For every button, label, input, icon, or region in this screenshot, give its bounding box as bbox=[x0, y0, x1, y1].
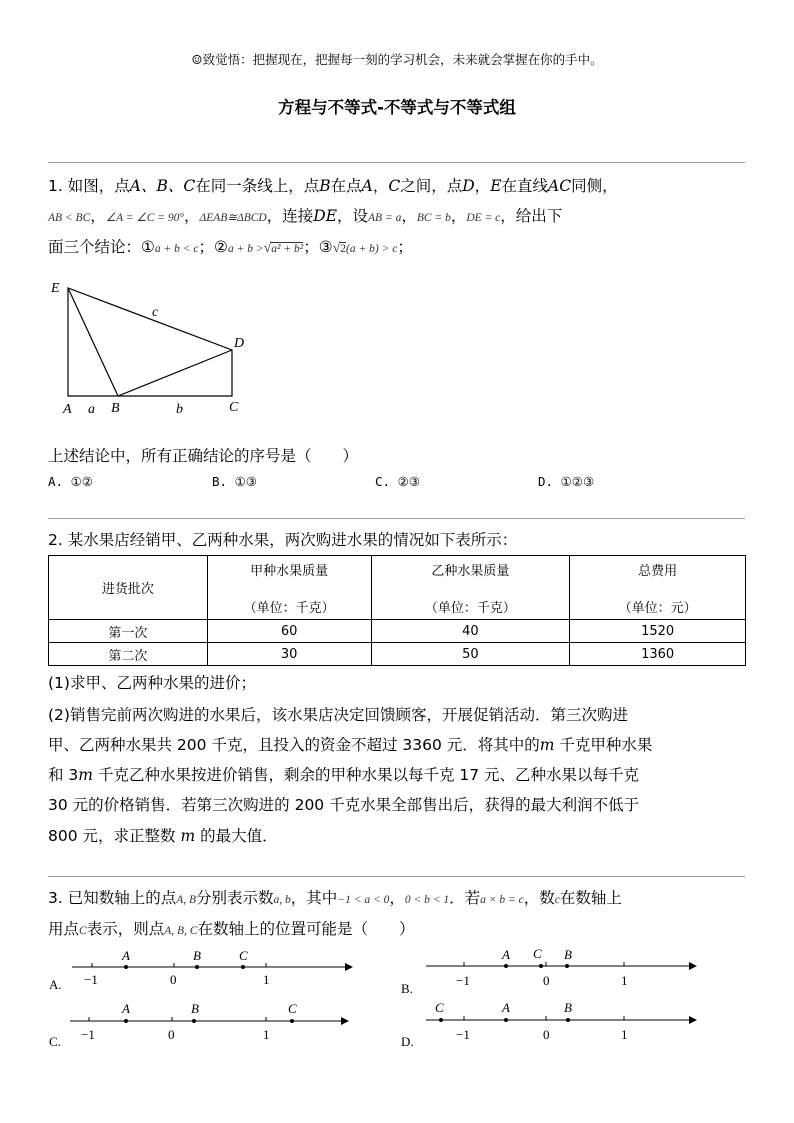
page-title: 方程与不等式-不等式与不等式组 bbox=[278, 98, 516, 117]
q1-line-1: 1. 如图，点A、B、C在同一条线上，点B在点A，C之间，点D，E在直线AC同侧， bbox=[48, 177, 618, 195]
q1-stem: 上述结论中，所有正确结论的序号是（ ） bbox=[48, 447, 359, 465]
pt-label: B bbox=[193, 948, 201, 963]
point-a bbox=[504, 1018, 508, 1022]
label-b: b bbox=[176, 402, 183, 417]
q1-line-2: AB < BC，∠A = ∠C = 90°，ΔEAB≅ΔBCD，连接DE，设AB = a，BC = b，DE = c，给出下 bbox=[48, 207, 563, 225]
option-label-c[interactable]: C. bbox=[49, 1034, 61, 1049]
q2-part-2-line-5: 800 元，求正整数 m 的最大值． bbox=[48, 827, 278, 845]
table-header-cell: 进货批次 bbox=[49, 556, 208, 620]
tick-label: 0 bbox=[168, 1027, 175, 1042]
q2-part-2-line-4: 30 元的价格销售．若第三次购进的 200 千克水果全部售出后，获得的最大利润不低于 bbox=[48, 796, 640, 814]
pt-label: B bbox=[564, 947, 572, 962]
tick-label: 0 bbox=[170, 972, 177, 987]
point-c bbox=[539, 964, 543, 968]
pt-label: A bbox=[122, 948, 130, 963]
segment-BD bbox=[118, 350, 232, 396]
q1-option-c[interactable]: C. ②③ bbox=[375, 474, 420, 489]
point-b bbox=[195, 965, 199, 969]
label-A: A bbox=[63, 402, 72, 417]
q1-option-a[interactable]: A. ①② bbox=[48, 474, 93, 489]
point-c bbox=[241, 965, 245, 969]
option-label-d[interactable]: D. bbox=[401, 1034, 414, 1049]
pt-label: C bbox=[533, 946, 542, 961]
table-cell: 60 bbox=[207, 620, 371, 643]
label-c: c bbox=[152, 305, 159, 320]
label-D: D bbox=[234, 336, 245, 351]
table-cell: 30 bbox=[207, 643, 371, 666]
label-B: B bbox=[111, 401, 120, 416]
pt-label: B bbox=[191, 1001, 199, 1016]
table-cell: 1360 bbox=[570, 643, 746, 666]
table-cell: 40 bbox=[371, 620, 570, 643]
pt-label: A bbox=[502, 1000, 510, 1015]
point-a bbox=[124, 965, 128, 969]
q3-number-lines bbox=[44, 942, 750, 1057]
table-header-cell: 乙种水果质量 （单位：千克） bbox=[371, 556, 570, 620]
label-a: a bbox=[88, 402, 95, 417]
table-row bbox=[49, 643, 746, 666]
pt-label: B bbox=[564, 1000, 572, 1015]
q3-line-1: 3. 已知数轴上的点A, B分别表示数a, b，其中−1 < a < 0，0 < b < 1．若a × b = c，数c在数轴上 bbox=[48, 889, 622, 907]
table-cell: 50 bbox=[371, 643, 570, 666]
tick-label: −1 bbox=[456, 1027, 470, 1042]
tick-label: 0 bbox=[543, 1027, 550, 1042]
q1-option-d[interactable]: D. ①②③ bbox=[538, 474, 595, 489]
table-row bbox=[49, 620, 746, 643]
table-header-row bbox=[49, 556, 746, 620]
point-a bbox=[124, 1019, 128, 1023]
pt-label: C bbox=[288, 1001, 297, 1016]
tick-label: 1 bbox=[263, 1027, 270, 1042]
fruit-table bbox=[48, 555, 746, 666]
table-header-cell: 总费用 （单位：元） bbox=[570, 556, 746, 620]
tick-label: 1 bbox=[263, 972, 270, 987]
tick-label: 0 bbox=[543, 973, 550, 988]
divider bbox=[48, 876, 745, 877]
q2-part-1: (1)求甲、乙两种水果的进价； bbox=[48, 674, 256, 692]
motto: ☺致觉悟：把握现在，把握每一刻的学习机会，未来就会掌握在你的手中。 bbox=[191, 52, 603, 67]
q3-line-2: 用点C表示，则点A, B, C在数轴上的位置可能是（ ） bbox=[48, 920, 415, 938]
table-header-cell: 甲种水果质量 （单位：千克） bbox=[207, 556, 371, 620]
q2-part-2-line-2: 甲、乙两种水果共 200 千克，且投入的资金不超过 3360 元．将其中的m 千克甲种水果 bbox=[48, 736, 653, 754]
q1-number: 1. bbox=[48, 177, 63, 195]
label-C: C bbox=[229, 400, 239, 415]
tick-label: −1 bbox=[81, 1027, 95, 1042]
q1-line-3: 面三个结论：①a + b < c；②a + b >√a² + b²；③√2(a + b) > c； bbox=[48, 238, 413, 256]
point-c bbox=[290, 1019, 294, 1023]
pt-label: A bbox=[122, 1001, 130, 1016]
point-c bbox=[439, 1018, 443, 1022]
tick-label: −1 bbox=[84, 972, 98, 987]
option-label-b[interactable]: B. bbox=[401, 981, 413, 996]
label-E: E bbox=[51, 281, 60, 296]
q2-intro: 2. 某水果店经销甲、乙两种水果，两次购进水果的情况如下表所示： bbox=[48, 531, 518, 549]
point-a bbox=[504, 964, 508, 968]
tick-label: 1 bbox=[621, 973, 628, 988]
point-b bbox=[565, 964, 569, 968]
option-label-a[interactable]: A. bbox=[49, 977, 62, 992]
pt-label: C bbox=[435, 1000, 444, 1015]
sqrt-sign: √ bbox=[332, 241, 341, 256]
table-cell: 1520 bbox=[570, 620, 746, 643]
table-cell: 第二次 bbox=[49, 643, 208, 666]
q1-figure bbox=[48, 276, 258, 421]
table-cell: 第一次 bbox=[49, 620, 208, 643]
sqrt-sign: √ bbox=[263, 241, 272, 256]
q1-option-b[interactable]: B. ①③ bbox=[212, 474, 257, 489]
tick-label: 1 bbox=[621, 1027, 628, 1042]
pt-label: A bbox=[502, 947, 510, 962]
divider bbox=[48, 162, 745, 163]
q2-part-2-line-1: (2)销售完前两次购进的水果后，该水果店决定回馈顾客，开展促销活动．第三次购进 bbox=[48, 706, 628, 724]
point-b bbox=[192, 1019, 196, 1023]
tick-label: −1 bbox=[456, 973, 470, 988]
point-b bbox=[566, 1018, 570, 1022]
pt-label: C bbox=[239, 948, 248, 963]
divider bbox=[48, 518, 745, 519]
q2-part-2-line-3: 和 3m 千克乙种水果按进价销售，剩余的甲种水果以每千克 17 元、乙种水果以每千克 bbox=[48, 766, 640, 784]
